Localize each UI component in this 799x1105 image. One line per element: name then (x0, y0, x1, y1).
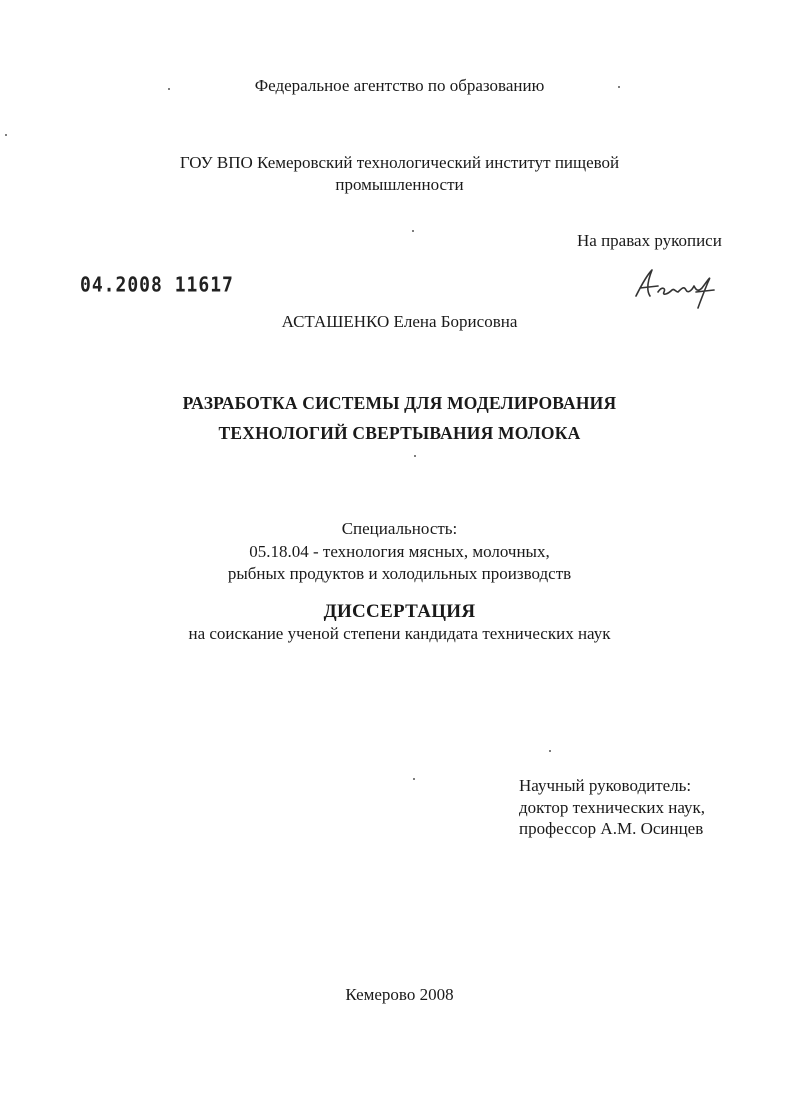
scan-speck (549, 750, 551, 752)
scan-speck (413, 778, 415, 780)
scan-speck (414, 455, 416, 457)
manuscript-rights-note: На правах рукописи (577, 231, 722, 250)
institute-name-line2: промышленности (335, 175, 464, 194)
specialty-label: Специальность: (341, 519, 458, 538)
agency-name: Федеральное агентство по образованию (254, 76, 545, 95)
supervisor-label: Научный руководитель: (519, 776, 692, 795)
institute-name-line1: ГОУ ВПО Кемеровский технологический институт пищевой (179, 153, 620, 172)
specialty-code-line2: рыбных продуктов и холодильных производств (227, 564, 572, 583)
supervisor-degree: доктор технических наук, (519, 798, 706, 817)
thesis-title-line2: ТЕХНОЛОГИЙ СВЕРТЫВАНИЯ МОЛОКА (218, 423, 581, 443)
supervisor-name: профессор А.М. Осинцев (519, 819, 704, 838)
scan-speck (5, 134, 7, 136)
specialty-code-line1: 05.18.04 - технология мясных, молочных, (249, 542, 550, 561)
scan-speck (412, 230, 414, 232)
city-year: Кемерово 2008 (345, 985, 454, 1004)
degree-line: на соискание ученой степени кандидата технических наук (188, 624, 611, 643)
archive-stamp: 04.2008 11617 (80, 273, 234, 298)
dissertation-heading: ДИССЕРТАЦИЯ (323, 601, 476, 622)
thesis-title-line1: РАЗРАБОТКА СИСТЕМЫ ДЛЯ МОДЕЛИРОВАНИЯ (182, 393, 617, 413)
scan-speck (168, 88, 170, 90)
scan-speck (618, 86, 620, 88)
author-signature (618, 262, 728, 310)
author-name: АСТАШЕНКО Елена Борисовна (281, 312, 518, 331)
